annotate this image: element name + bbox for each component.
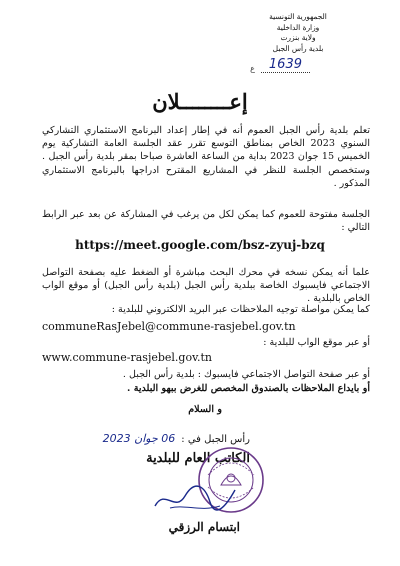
paragraph-remote-participation: الجلسة مفتوحة للعموم كما يمكن لكل من يرغب في المشاركة عن بعد عبر الرابط التالي : xyxy=(42,209,370,234)
closing-salutation: و السلام xyxy=(188,404,222,415)
letterhead-municipality: بلدية رأس الجبل xyxy=(272,43,324,53)
signatory-title: الكاتب العام للبلدية xyxy=(146,451,250,466)
date-line xyxy=(103,432,250,445)
letterhead-ministry: وزارة الداخلية xyxy=(276,22,320,32)
page-title: إعــــــــلان xyxy=(152,89,248,114)
paragraph-announcement: تعلم بلدية رأس الجبل العموم أنه في إطار إعداد البرنامج الاستثماري التشاركي السنوي 2023 الخاص بمناطق التوسع تقرر عقد الجلسة العامة التشاركية يوم الخميس 15 جوان 2023 بداية من الساعة العاشرة صباحا بمقر بلدية رأس الجبل . وستخصص الجلسة للنظر في المشاريع المقترح ادراجها بالبرنامج الاستثماري المذكور . xyxy=(42,125,371,189)
email-address[interactable]: communeRasJebel@commune-rasjebel.gov.tn xyxy=(42,320,296,333)
paragraph-link-note: علما أنه يمكن نسخه في محرك البحث مباشرة أو الضغط عليه بصفحة التواصل الاجتماعي فايسبوك الخاصة ببلدية رأس الجبل (بلدية رأس الجبل) أو موقع الواب الخاص بالبلدية . xyxy=(42,267,370,305)
paragraph-website-intro: أو عبر موقع الواب للبلدية : xyxy=(263,337,370,348)
signature-icon xyxy=(150,478,240,518)
reference-prefix: ع xyxy=(250,64,255,73)
website-address[interactable]: www.commune-rasjebel.gov.tn xyxy=(42,351,213,364)
paragraph-email-intro: كما يمكن مواصلة توجيه الملاحظات عبر البريد الالكتروني للبلدية : xyxy=(111,304,370,315)
reference-value: 1639 xyxy=(261,57,310,73)
paragraph-facebook: أو عبر صفحة التواصل الاجتماعي فايسبوك : بلدية رأس الجبل . xyxy=(122,369,370,380)
letterhead-country: الجمهورية التونسية xyxy=(269,12,327,21)
date-prefix: رأس الجبل في : xyxy=(181,434,250,445)
letterhead xyxy=(218,12,378,54)
date-value: 06 جوان 2023 xyxy=(102,432,176,445)
signatory-name: ابتسام الرزقي xyxy=(168,520,240,534)
reference-number xyxy=(170,57,310,73)
letterhead-governorate: ولاية بنزرت xyxy=(280,33,316,42)
meeting-link[interactable]: https://meet.google.com/bsz-zyuj-bzq xyxy=(75,238,325,252)
paragraph-comment-box: أو بايداع الملاحظات بالصندوق المخصص للغرض ببهو البلدية . xyxy=(127,383,370,394)
